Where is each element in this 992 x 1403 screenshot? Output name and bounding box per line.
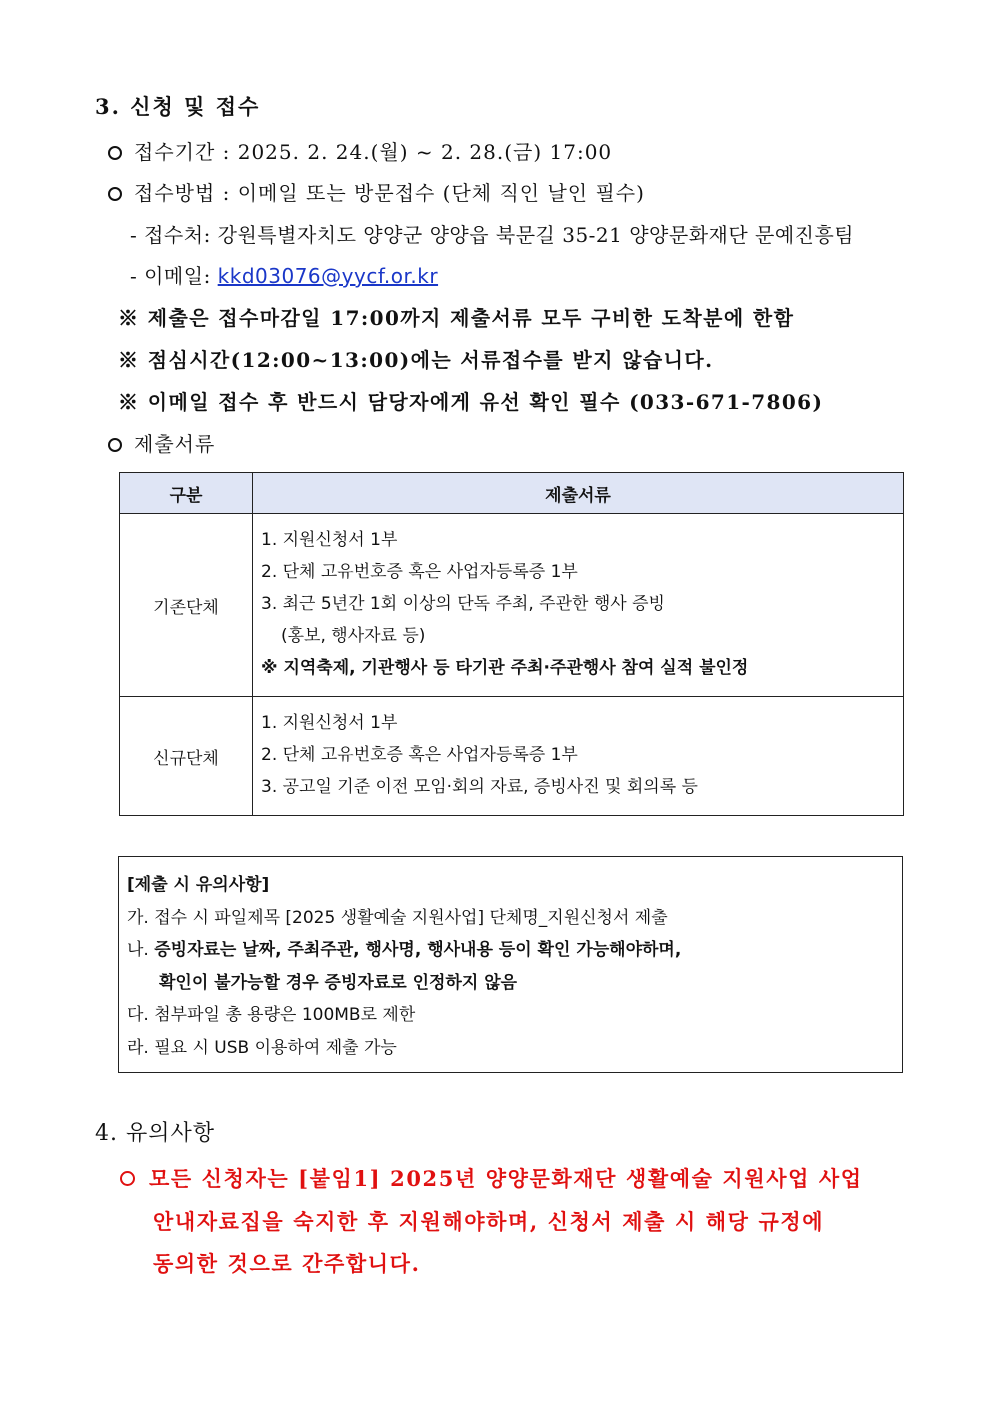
notice-text-1: 모든 신청자는 [붙임1] 2025년 양양문화재단 생활예술 지원사업 사업 bbox=[149, 1166, 863, 1191]
list-item: 3. 공고일 기준 이전 모임·회의 자료, 증빙사진 및 회의록 등 bbox=[261, 777, 698, 797]
email-label: - 이메일: bbox=[130, 264, 218, 288]
circle-bullet-icon bbox=[120, 1171, 135, 1186]
caution-box bbox=[118, 856, 903, 1073]
method-bullet bbox=[108, 177, 645, 206]
section-4-title: 4. 유의사항 bbox=[95, 1121, 215, 1146]
list-item: 2. 단체 고유번호증 혹은 사업자등록증 1부 bbox=[261, 745, 578, 765]
caution-item-a: 가. 접수 시 파일제목 [2025 생활예술 지원사업] 단체명_지원신청서 제출 bbox=[127, 907, 668, 928]
email-line bbox=[130, 260, 438, 289]
circle-bullet-icon bbox=[108, 187, 122, 201]
list-item: 2. 단체 고유번호증 혹은 사업자등록증 1부 bbox=[261, 562, 578, 582]
place-line: - 접수처: 강원특별자치도 양양군 양양읍 북문길 35-21 양양문화재단 문예진흥팀 bbox=[130, 223, 855, 247]
caution-b-line1: 증빙자료는 날짜, 주최주관, 행사명, 행사내용 등이 확인 가능해야하며, bbox=[154, 940, 682, 960]
docs-heading: 제출서류 bbox=[134, 432, 216, 456]
caution-b-line2: 확인이 불가능할 경우 증빙자료로 인정하지 않음 bbox=[159, 972, 518, 993]
list-item: 3. 최근 5년간 1회 이상의 단독 주최, 주관한 행사 증빙 bbox=[261, 594, 665, 614]
circle-bullet-icon bbox=[108, 146, 122, 160]
header-documents: 제출서류 bbox=[253, 473, 904, 514]
row-category: 신규단체 bbox=[120, 697, 253, 816]
header-category: 구분 bbox=[120, 473, 253, 514]
note-lunch: ※ 점심시간(12:00~13:00)에는 서류접수를 받지 않습니다. bbox=[118, 348, 714, 372]
list-item: 1. 지원신청서 1부 bbox=[261, 713, 398, 733]
table-header-row bbox=[120, 473, 904, 514]
caution-item-d: 라. 필요 시 USB 이용하여 제출 가능 bbox=[127, 1037, 397, 1058]
table-row bbox=[120, 514, 904, 697]
circle-bullet-icon bbox=[108, 438, 122, 452]
caution-b-prefix: 나. bbox=[127, 940, 155, 960]
table-row bbox=[120, 697, 904, 816]
docs-bullet bbox=[108, 428, 215, 457]
notice-line-2: 안내자료집을 숙지한 후 지원해야하며, 신청서 제출 시 해당 규정에 bbox=[153, 1209, 825, 1234]
caution-item-b bbox=[127, 934, 894, 967]
section-3-title: 3. 신청 및 접수 bbox=[95, 94, 261, 119]
notice-line-3: 동의한 것으로 간주합니다. bbox=[153, 1251, 421, 1276]
row-note: ※ 지역축제, 기관행사 등 타기관 주최·주관행사 참여 실적 불인정 bbox=[261, 658, 749, 678]
list-item: 1. 지원신청서 1부 bbox=[261, 530, 398, 550]
list-item: (홍보, 행사자료 등) bbox=[281, 626, 426, 646]
row-items bbox=[253, 697, 904, 816]
note-deadline: ※ 제출은 접수마감일 17:00까지 제출서류 모두 구비한 도착분에 한함 bbox=[118, 306, 795, 330]
row-category: 기존단체 bbox=[120, 514, 253, 697]
note-phone-confirm: ※ 이메일 접수 후 반드시 담당자에게 유선 확인 필수 (033-671-7806) bbox=[118, 390, 824, 414]
row-items bbox=[253, 514, 904, 697]
period-bullet bbox=[108, 136, 612, 165]
method-text: 접수방법 : 이메일 또는 방문접수 (단체 직인 날인 필수) bbox=[134, 181, 645, 205]
submission-docs-table bbox=[119, 472, 904, 816]
email-link[interactable]: kkd03076@yycf.or.kr bbox=[217, 264, 439, 288]
caution-item-c: 다. 첨부파일 총 용량은 100MB로 제한 bbox=[127, 1005, 416, 1025]
notice-line-1 bbox=[120, 1163, 863, 1193]
period-text: 접수기간 : 2025. 2. 24.(월) ~ 2. 28.(금) 17:00 bbox=[134, 140, 613, 164]
caution-title: [제출 시 유의사항] bbox=[127, 875, 270, 895]
